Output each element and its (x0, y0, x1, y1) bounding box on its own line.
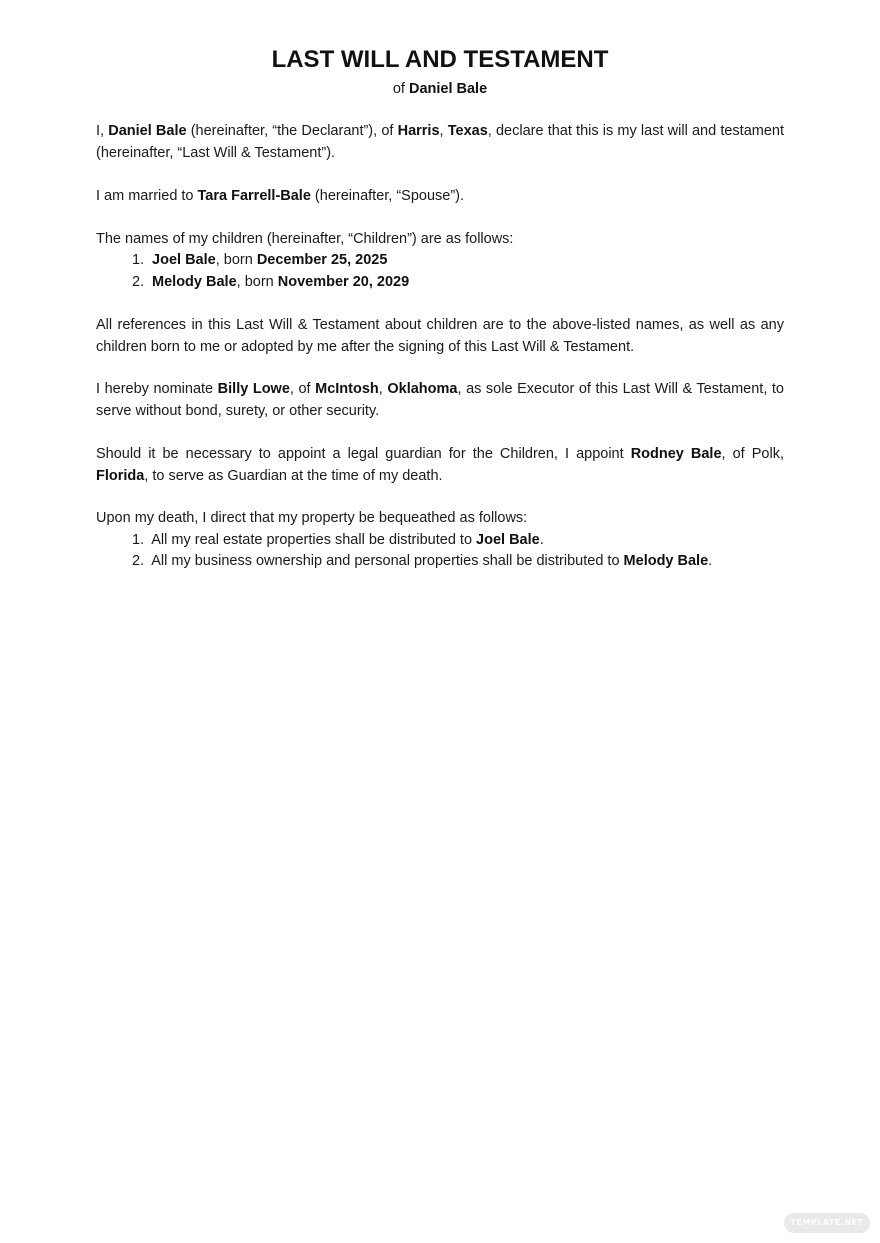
list-item (132, 272, 784, 294)
declaration-text: , declare that this is my last will and testament (hereinafter, “Last Will & Testament”). (96, 123, 784, 161)
executor-text: , (378, 381, 388, 397)
child-birthdate: November 20, 2029 (277, 274, 410, 290)
guardian-text: Should it be necessary to appoint a legal guardian for the Children, I appoint (96, 446, 631, 462)
subtitle-prefix: of (392, 81, 409, 97)
declarant-state: Texas (447, 123, 488, 139)
executor-state: Oklahoma (387, 381, 458, 397)
child-name: Joel Bale (152, 252, 216, 268)
list-item (132, 250, 784, 272)
list-number: 2. (132, 553, 145, 569)
bequest-text: All my business ownership and personal properties shall be distributed to (151, 553, 624, 569)
template-watermark-logo: TEMPLATE.NET (784, 1213, 870, 1233)
guardian-name: Rodney Bale (630, 446, 722, 462)
bequest-end: . (708, 553, 713, 569)
declarant-name: Daniel Bale (108, 123, 187, 139)
executor-paragraph (96, 379, 784, 422)
list-item (132, 551, 784, 573)
bequest-text: All my real estate properties shall be distributed to (151, 532, 477, 548)
bequests-intro: Upon my death, I direct that my property be bequeathed as follows: (96, 510, 528, 526)
guardian-text: , to serve as Guardian at the time of my death. (144, 467, 443, 484)
executor-text: , as sole Executor of this Last Will & Testament, to serve without bond, surety, or other security. (96, 381, 784, 419)
born-text: , born (215, 252, 257, 268)
executor-text: I hereby nominate (96, 381, 218, 397)
children-intro: The names of my children (hereinafter, “Children”) are as follows: (96, 231, 514, 247)
document-title: LAST WILL AND TESTAMENT (271, 46, 609, 73)
declaration-text: I, (96, 123, 109, 139)
list-number: 1. (132, 252, 145, 268)
declaration-text: , (439, 123, 448, 139)
beneficiary-name: Melody Bale (623, 553, 709, 569)
list-number: 2. (132, 274, 145, 290)
spouse-text: (hereinafter, “Spouse”). (310, 188, 465, 204)
subtitle-name: Daniel Bale (408, 81, 488, 97)
declaration-text: (hereinafter, “the Declarant”), of (186, 123, 398, 139)
spouse-paragraph (96, 186, 784, 208)
list-number: 1. (132, 532, 145, 548)
executor-name: Billy Lowe (217, 381, 290, 397)
spouse-text: I am married to (96, 188, 198, 204)
bequest-end: . (539, 532, 544, 548)
declaration-paragraph (96, 121, 784, 164)
executor-county: McIntosh (315, 381, 379, 397)
declarant-county: Harris (397, 123, 440, 139)
born-text: , born (236, 274, 278, 290)
references-paragraph: All references in this Last Will & Testament about children are to the above-listed names, as well as any children born to me or adopted by me after the signing of this Last Will & Testament. (96, 317, 784, 355)
guardian-paragraph (96, 444, 784, 487)
child-birthdate: December 25, 2025 (256, 252, 388, 268)
guardian-text: , of Polk, (721, 446, 784, 462)
guardian-state: Florida (96, 467, 145, 484)
spouse-name: Tara Farrell-Bale (197, 188, 311, 204)
list-item (132, 530, 784, 552)
executor-text: , of (289, 381, 316, 397)
child-name: Melody Bale (152, 274, 237, 290)
beneficiary-name: Joel Bale (476, 532, 540, 548)
document-subtitle (96, 79, 784, 99)
